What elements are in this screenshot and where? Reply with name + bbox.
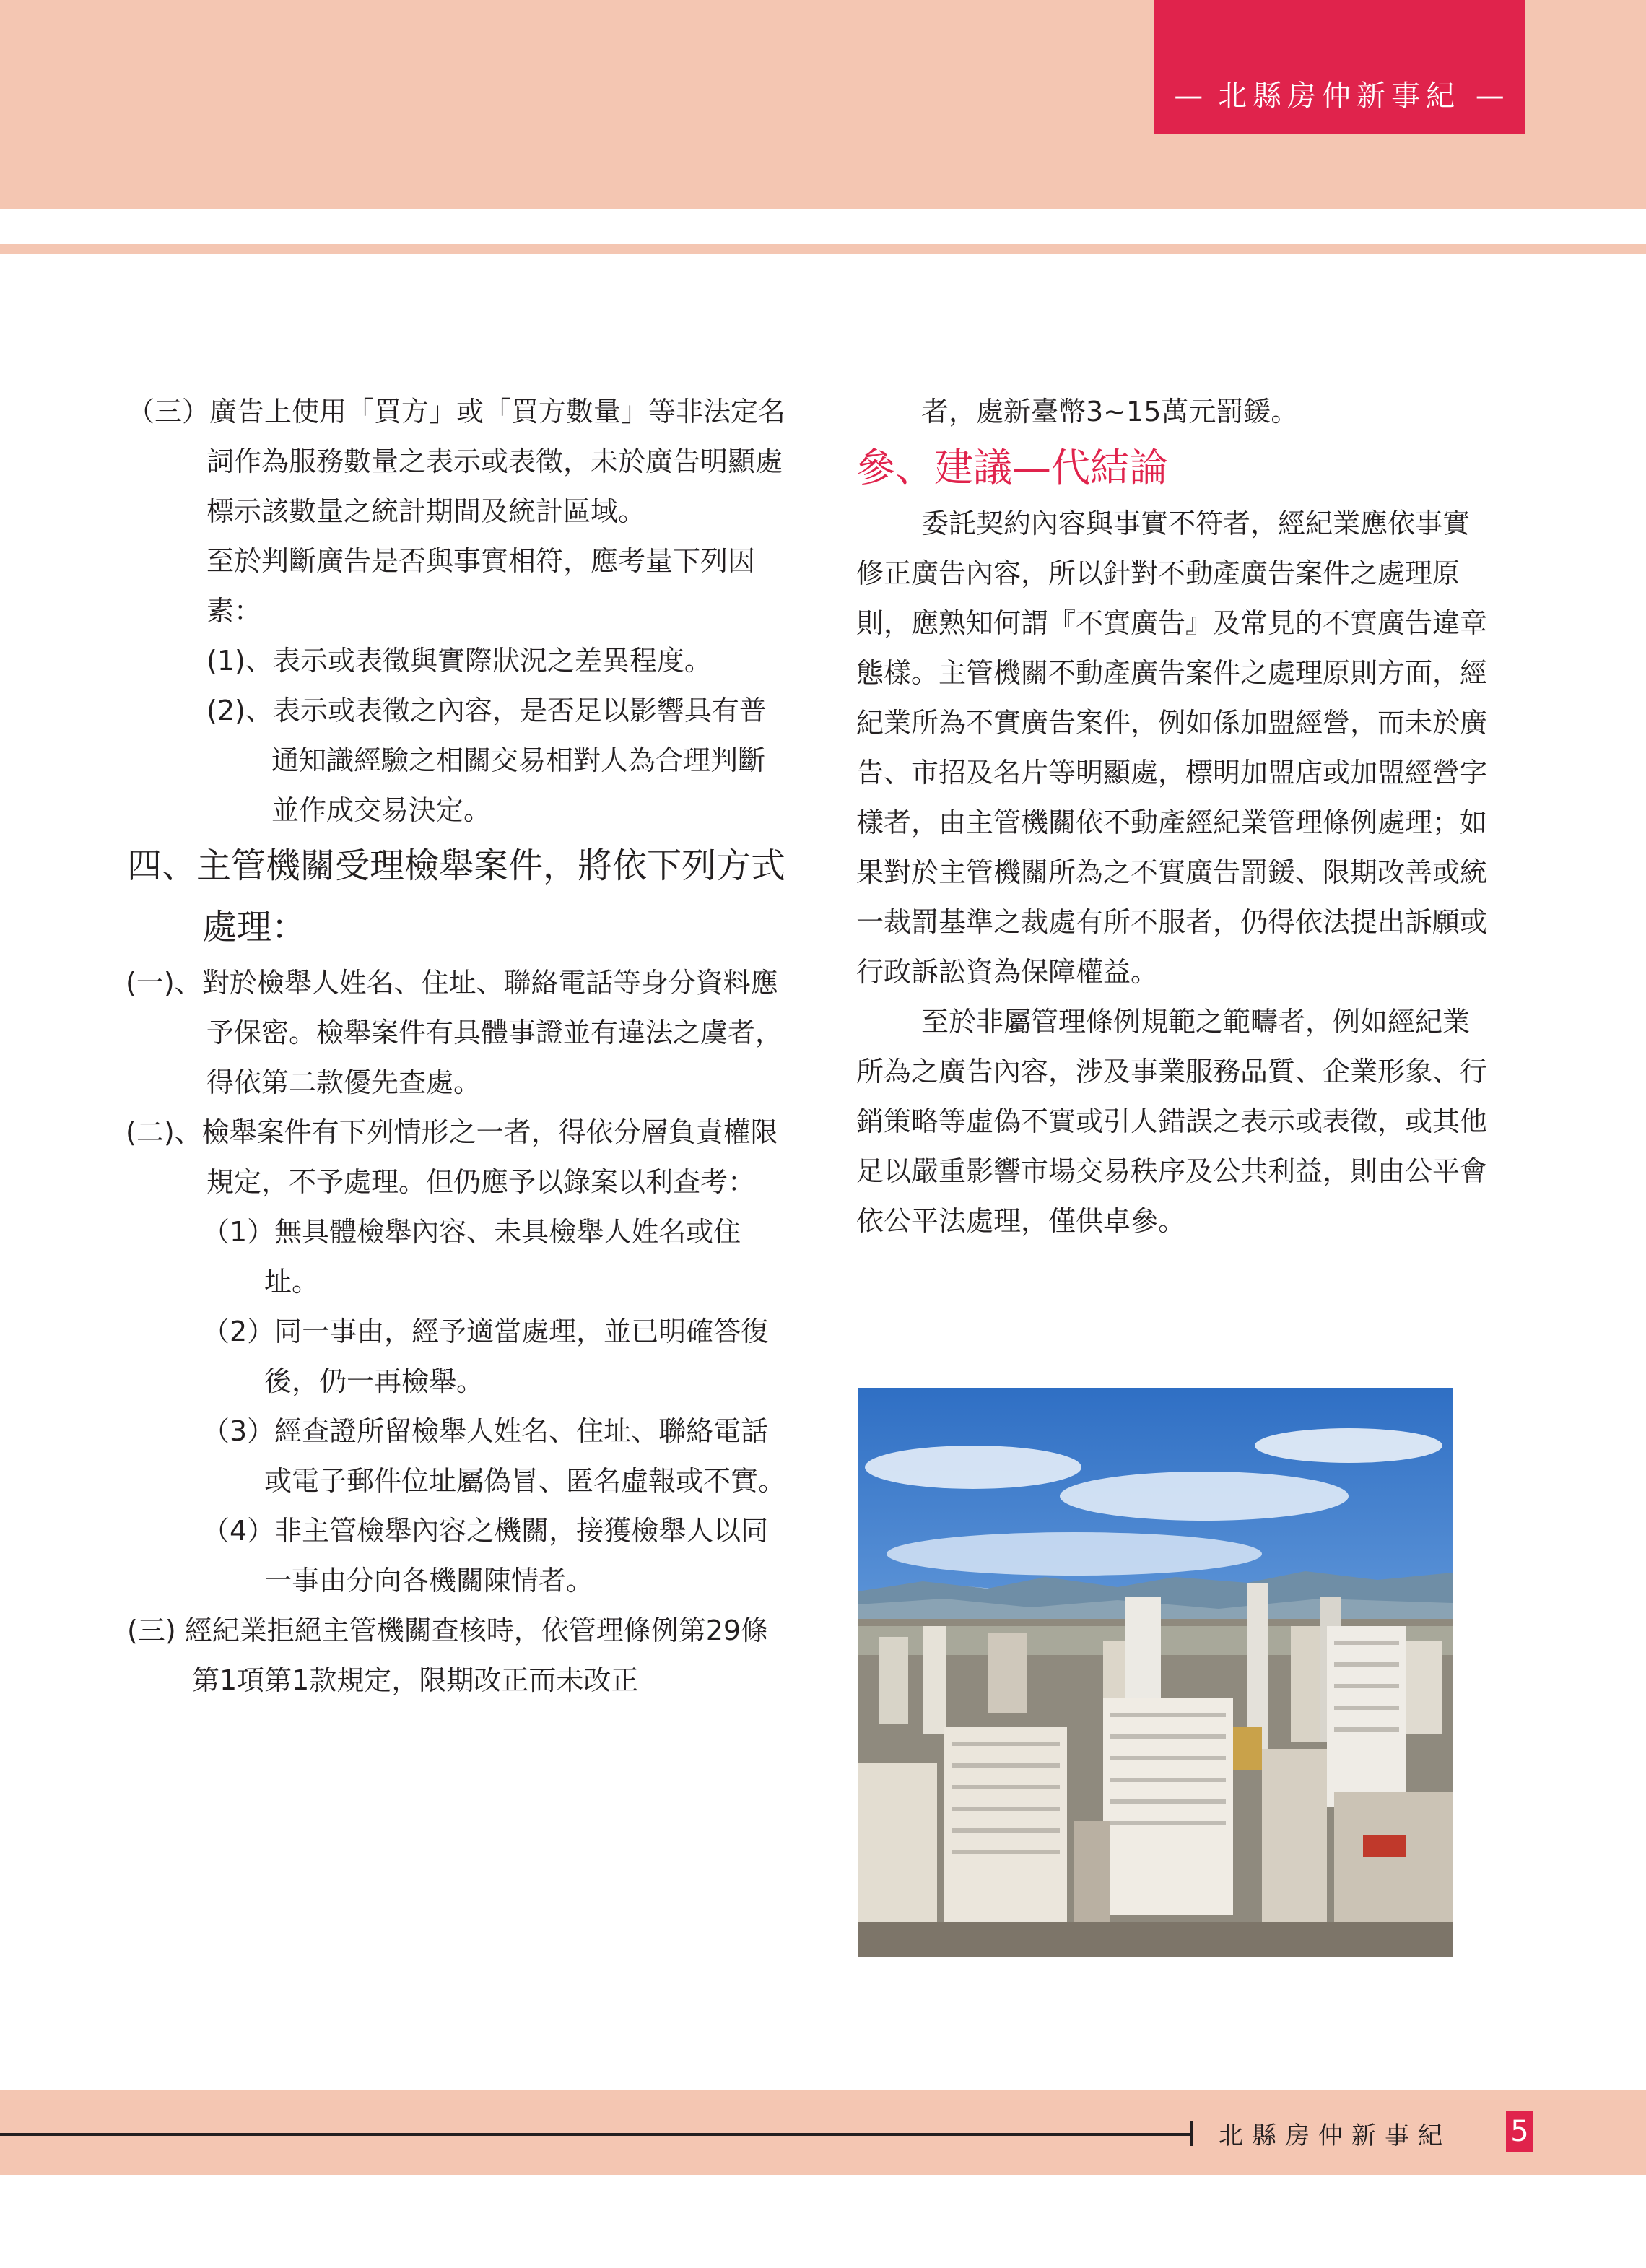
page-number: 5 [1506,2111,1533,2152]
section-3-heading: 參、建議—代結論 [856,445,1168,490]
header-title: 北縣房仲新事紀 [1218,79,1460,113]
city-skyline-illustration [858,1388,1453,1957]
case-3-paragraph: （3）經查證所留檢舉人姓名、住址、聯絡電話或電子郵件位址屬偽冒、匿名虛報或不實。 [202,1415,786,1497]
footer-title: 北縣房仲新事紀 [1219,2121,1451,2150]
footer-rule [0,2133,1191,2136]
dash-left: — [1174,79,1203,113]
header-brand-box [1154,0,1525,134]
item-3-paragraph: （三）廣告上使用「買方」或「買方數量」等非法定名詞作為服務數量之表示或表徵，未於廣告明顯處標示該數量之統計期間及統計區域。 [127,396,786,527]
body-paragraph-2: 至於非屬管理條例規範之範疇者，例如經紀業所為之廣告內容，涉及事業服務品質、企業形象、行銷策略等虛偽不實或引人錯誤之表示或表徵，或其他足以嚴重影響市場交易秩序及公共利益，則由公平會依公平法處理，僅供卓參。 [856,1006,1488,1237]
judge-intro-paragraph: 至於判斷廣告是否與事實相符，應考量下列因素： [206,545,756,627]
header-title-row [1174,73,1504,134]
footer-rule-tick [1190,2121,1193,2146]
city-skyline-photo [858,1388,1453,1957]
right-column [856,387,1492,1246]
sub-1-paragraph: (一)、對於檢舉人姓名、住址、聯絡電話等身分資料應予保密。檢舉案件有具體事證並有違法之虞者，得依第二款優先查處。 [126,967,783,1098]
body-paragraph-1: 委託契約內容與事實不符者，經紀業應依事實修正廣告內容，所以針對不動產廣告案件之處理原則，應熟知何謂『不實廣告』及常見的不實廣告違章態樣。主管機關不動產廣告案件之處理原則方面，經紀業所為不實廣告案件，例如係加盟經營，而未於廣告、市招及名片等明顯處，標明加盟店或加盟經營字樣者，由主管機關依不動產經紀業管理條例處理；如果對於主管機關所為之不實廣告罰鍰、限期改善或統一裁罰基準之裁處有所不服者，仍得依法提出訴願或行政訴訟資為保障權益。 [856,508,1488,988]
case-1-paragraph: （1）無具體檢舉內容、未具檢舉人姓名或住址。 [202,1216,741,1298]
case-4-paragraph: （4）非主管檢舉內容之機關，接獲檢舉人以同一事由分向各機關陳情者。 [202,1515,769,1596]
factor-1-paragraph: (1)、表示或表徵與實際狀況之差異程度。 [206,645,712,677]
continuation-paragraph: 者，處新臺幣3~15萬元罰鍰。 [921,396,1299,427]
factor-2-paragraph: (2)、表示或表徵之內容，是否足以影響具有普通知識經驗之相關交易相對人為合理判斷並作成交易決定。 [206,695,767,826]
header-divider [0,244,1646,254]
case-2-paragraph: （2）同一事由，經予適當處理，並已明確答復後，仍一再檢舉。 [202,1316,769,1397]
sub-2-paragraph: (二)、檢舉案件有下列情形之一者，得依分層負責權限規定，不予處理。但仍應予以錄案以利查考： [126,1116,778,1198]
section-4-heading: 四、主管機關受理檢舉案件，將依下列方式處理： [127,846,786,947]
dash-right: — [1475,79,1505,113]
sub-3-paragraph: (三) 經紀業拒絕主管機關查核時，依管理條例第29條第1項第1款規定，限期改正而未改正 [127,1615,769,1696]
left-column [127,387,791,1706]
